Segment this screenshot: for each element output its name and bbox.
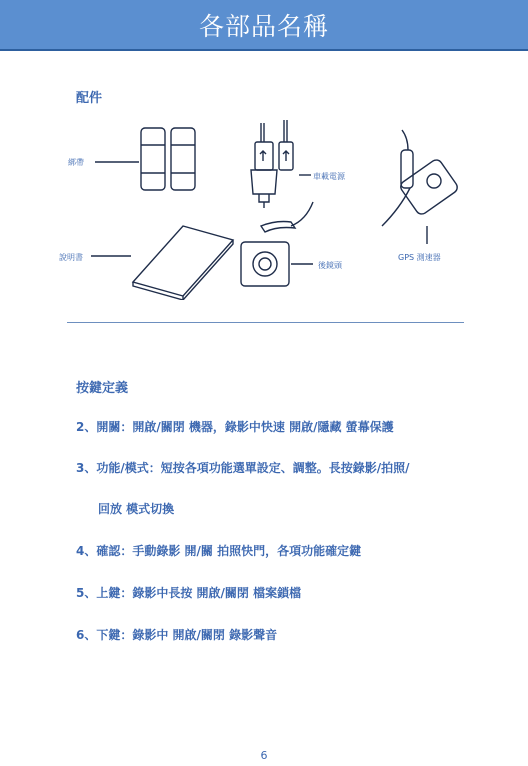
gps-receiver-label: GPS 測速器 — [398, 253, 441, 262]
manual-illustration — [133, 226, 233, 300]
keys-heading: 按鍵定義 — [76, 381, 129, 396]
key-line-3-continued: 回放 模式切換 — [98, 502, 175, 516]
key-line-3: 3、功能/模式：短按各項功能選單設定、調整。長按錄影/拍照/ — [76, 461, 410, 475]
accessories-illustration — [55, 120, 475, 300]
key-line-5: 5、上鍵：錄影中長按 開啟/關閉 檔案鎖檔 — [76, 586, 302, 600]
manual-label: 說明書 — [59, 253, 83, 262]
gps-receiver-illustration — [382, 130, 460, 226]
cable-tie-label: 綁帶 — [68, 158, 84, 167]
key-line-4: 4、確認：手動錄影 開/關 拍照快門，各項功能確定鍵 — [76, 544, 362, 558]
key-line-2: 2、開關：開啟/關閉 機器，錄影中快速 開啟/隱藏 螢幕保護 — [76, 420, 394, 434]
rear-camera-illustration — [241, 202, 313, 286]
key-line-6: 6、下鍵：錄影中 開啟/關閉 錄影聲音 — [76, 628, 278, 642]
rear-camera-label: 後鏡頭 — [318, 261, 342, 270]
section-divider — [67, 322, 464, 323]
cable-tie-illustration — [141, 128, 195, 190]
car-charger-illustration — [251, 120, 293, 208]
car-charger-label: 車載電源 — [313, 172, 345, 181]
page-title: 各部品名稱 — [198, 11, 329, 41]
accessories-diagram — [55, 120, 475, 300]
page-header — [0, 0, 528, 51]
page-number: 6 — [260, 749, 268, 762]
accessories-heading: 配件 — [76, 91, 103, 106]
